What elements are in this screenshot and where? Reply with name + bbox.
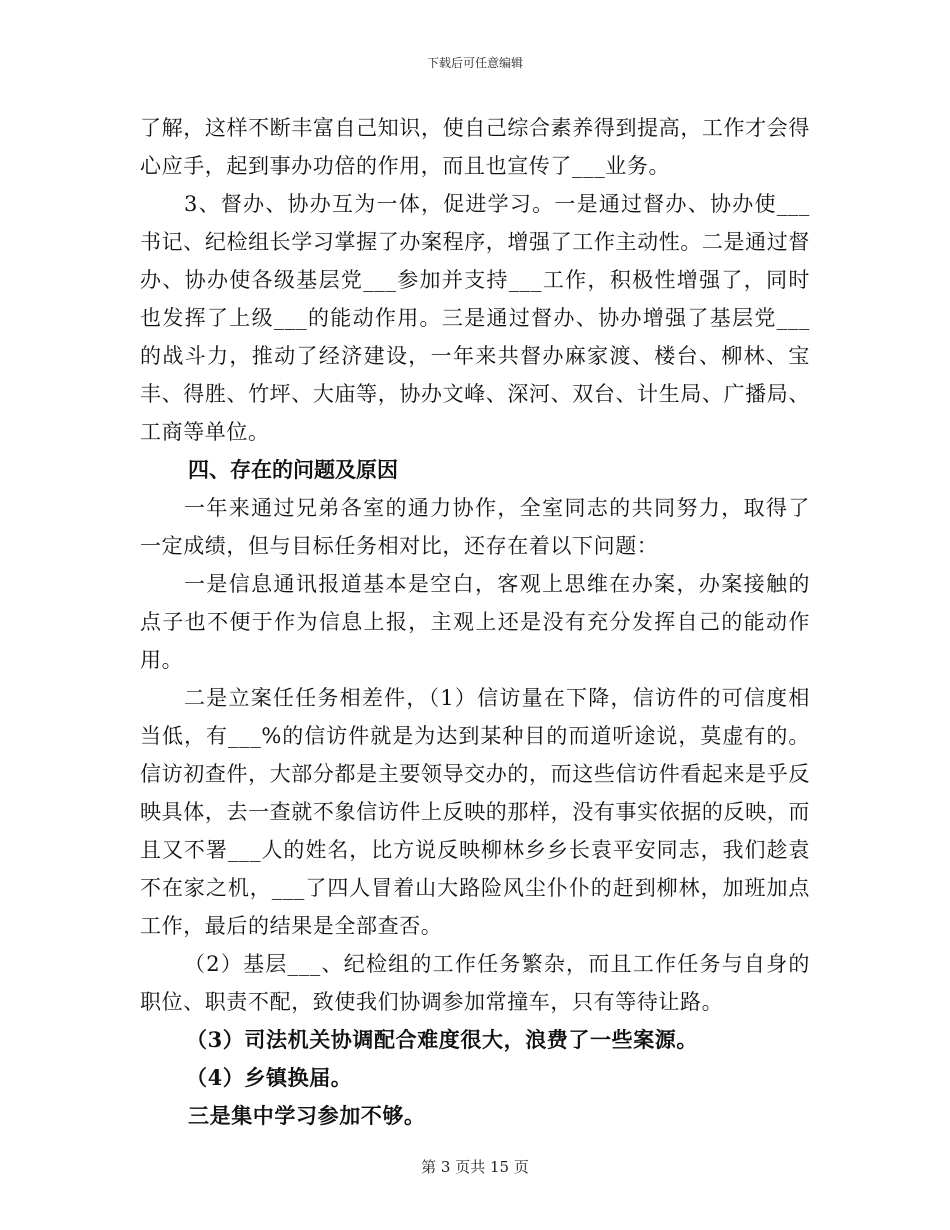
paragraph-9: 三是集中学习参加不够。 <box>188 1103 426 1128</box>
paragraph-5: 二是立案任任务相差件，（1）信访量在下降，信访件的可信度相当低，有___%的信访件就是为达到某种目的而道听途说，莫虚有的。信访初查件，大部分都是主要领导交办的，而这些信访件看起来是乎反映具体，去一查就不象信访件上反映的那样，没有事实依据的反映，而且又不署___人的姓名，比方说反映柳林乡乡长袁平安同志，我们趁袁不在家之机，___了四人冒着山大路险风尘仆仆的赶到柳林，加班加点工作，最后的结果是全部查否。 <box>140 686 810 938</box>
paragraph-4: 一是信息通讯报道基本是空白，客观上思维在办案，办案接触的点子也不便于作为信息上报，主观上还是没有充分发挥自己的能动作用。 <box>140 572 810 672</box>
paragraph-7: （3）司法机关协调配合难度很大，浪费了一些案源。 <box>186 1027 699 1052</box>
page-header: 下载后可任意编辑 <box>426 56 523 70</box>
page-footer: 第 3 页共 15 页 <box>421 1158 529 1176</box>
paragraph-3: 一年来通过兄弟各室的通力协作，全室同志的共同努力，取得了一定成绩，但与目标任务相对比，还存在着以下问题： <box>140 496 810 558</box>
section-heading: 四、存在的问题及原因 <box>188 457 398 482</box>
paragraph-8: （4）乡镇换届。 <box>186 1065 353 1090</box>
paragraph-2: 3、督办、协办互为一体，促进学习。一是通过督办、协办使___书记、纪检组长学习掌握了办案程序，增强了工作主动性。二是通过督办、协办使各级基层党___参加并支持___工作，积极性增强了，同时也发挥了上级___的能动作用。三是通过督办、协办增强了基层党___的战斗力，推动了经济建设，一年来共督办麻家渡、楼台、柳林、宝丰、得胜、竹坪、大庙等，协办文峰、深河、双台、计生局、广播局、工商等单位。 <box>140 192 810 444</box>
paragraph-6: （2）基层___、纪检组的工作任务繁杂，而且工作任务与自身的职位、职责不配，致使我们协调参加常撞车，只有等待让路。 <box>140 952 810 1014</box>
document-body <box>140 109 810 1135</box>
paragraph-1: 了解，这样不断丰富自己知识，使自己综合素养得到提高，工作才会得心应手，起到事办功倍的作用，而且也宣传了___业务。 <box>140 116 810 178</box>
